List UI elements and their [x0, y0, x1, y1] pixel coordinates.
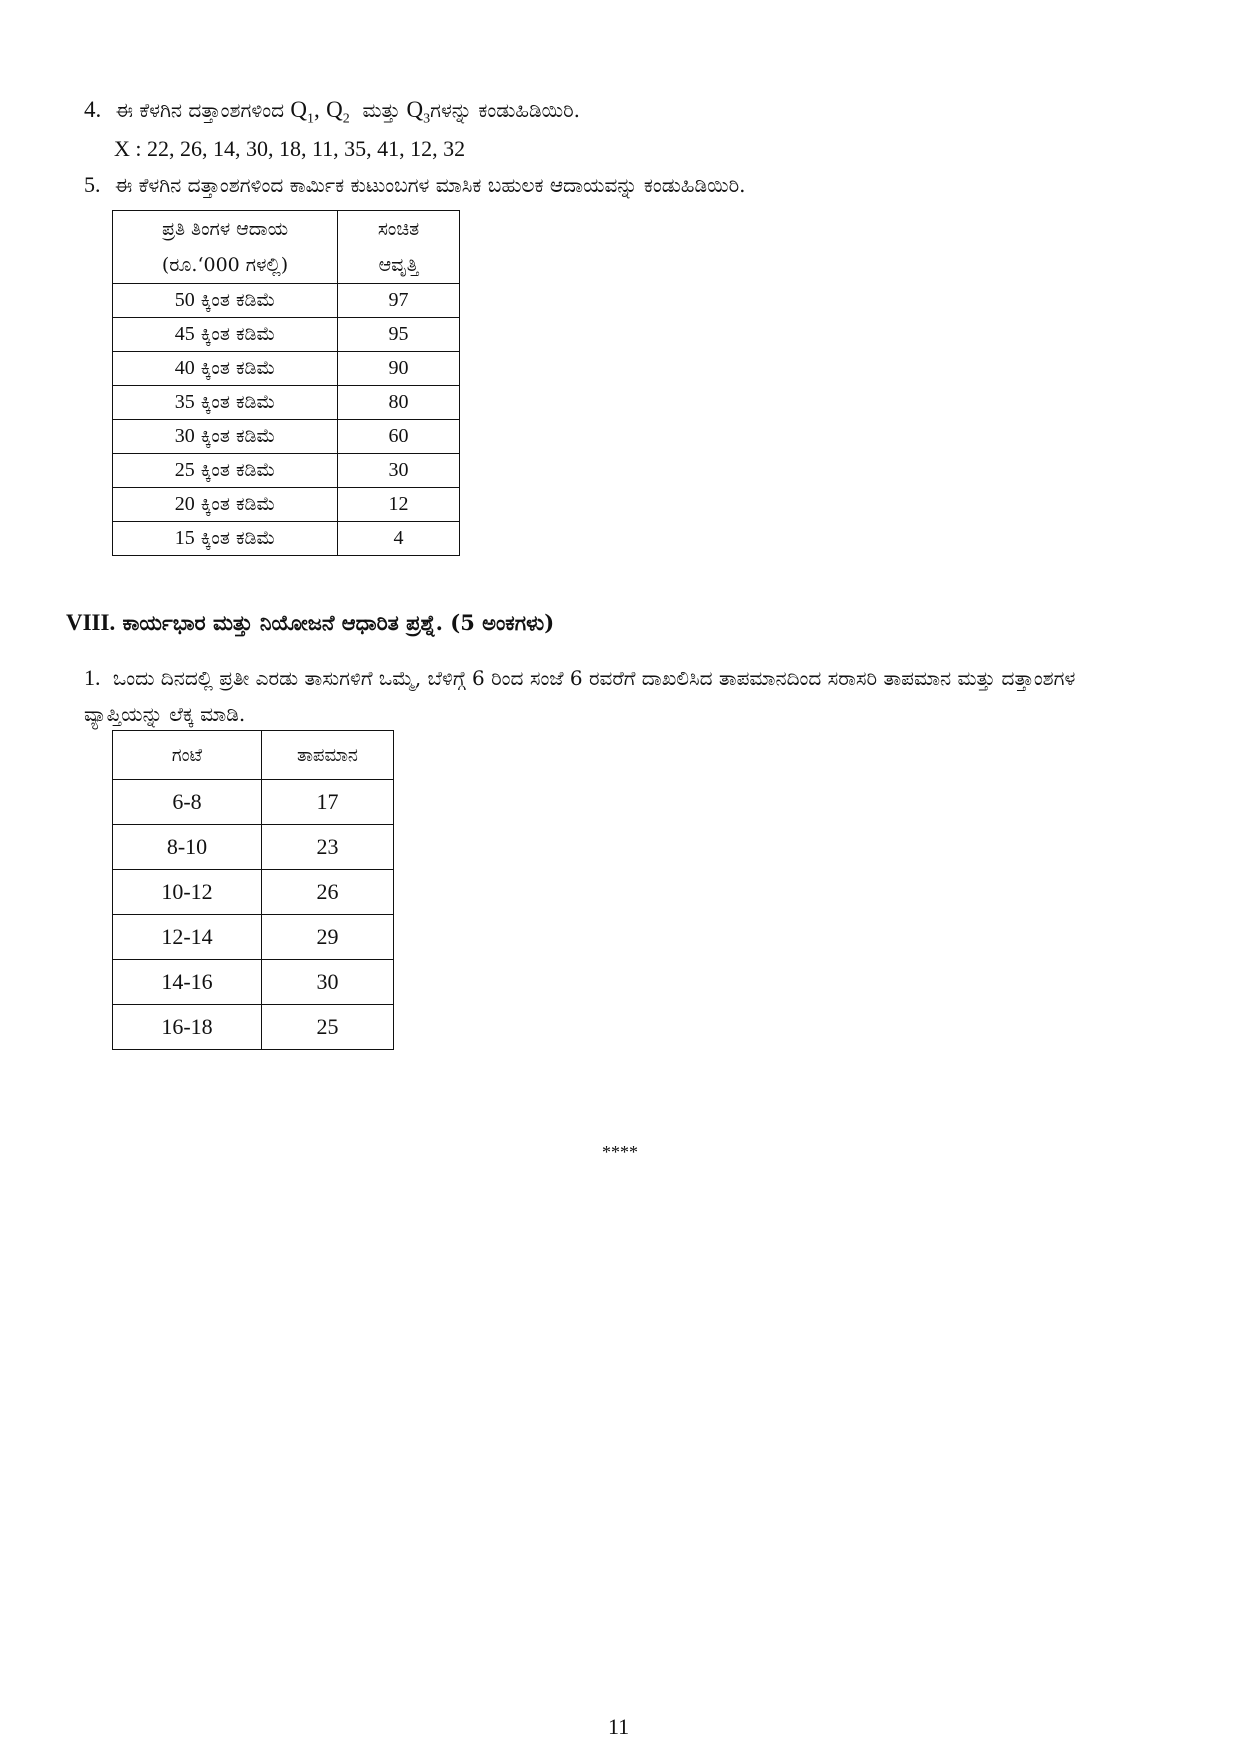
frequency-cell: 80	[338, 386, 460, 420]
income-cell: 45 ಕ್ಕಿಂತ ಕಡಿಮೆ	[113, 318, 338, 352]
question-number: 4.	[84, 97, 102, 122]
table-header: ಆವೃತ್ತಿ	[338, 247, 460, 284]
income-cell: 40 ಕ್ಕಿಂತ ಕಡಿಮೆ	[113, 352, 338, 386]
table-row	[113, 780, 394, 825]
end-mark: ****	[602, 1142, 638, 1162]
income-cell: 20 ಕ್ಕಿಂತ ಕಡಿಮೆ	[113, 488, 338, 522]
income-cell: 50 ಕ್ಕಿಂತ ಕಡಿಮೆ	[113, 284, 338, 318]
question-text-end: ಗಳನ್ನು ಕಂಡುಹಿಡಿಯಿರಿ.	[430, 98, 581, 122]
frequency-cell: 60	[338, 420, 460, 454]
income-cell: 25 ಕ್ಕಿಂತ ಕಡಿಮೆ	[113, 454, 338, 488]
frequency-cell: 90	[338, 352, 460, 386]
question-text: ಈ ಕೆಳಗಿನ ದತ್ತಾಂಶಗಳಿಂದ ಕಾರ್ಮಿಕ ಕುಟುಂಬಗಳ ಮಾಸಿಕ ಬಹುಲಕ ಆದಾಯವನ್ನು ಕಂಡುಹಿಡಿಯಿರಿ.	[114, 173, 746, 197]
q1-symbol: $Q_1$	[290, 97, 314, 127]
temperature-cell: 25	[262, 1005, 394, 1050]
question-4: 4. ಈ ಕೆಳಗಿನ ದತ್ತಾಂಶಗಳಿಂದ $Q_1$, $Q_2$ ಮತ್ತು $Q_3ಗಳನ್ನು$ ಕಂಡುಹಿಡಿಯಿರಿ.	[84, 97, 581, 127]
table-row	[113, 825, 394, 870]
section-marks: (5 ಅಂಕಗಳು)	[450, 610, 555, 635]
table-row	[113, 420, 460, 454]
section-8-question-1	[84, 660, 1124, 732]
frequency-cell: 97	[338, 284, 460, 318]
temperature-table	[112, 730, 394, 1050]
question-number: 5.	[84, 172, 101, 197]
hour-cell: 6-8	[113, 780, 262, 825]
table-row	[113, 1005, 394, 1050]
table-row	[113, 960, 394, 1005]
income-cell: 30 ಕ್ಕಿಂತ ಕಡಿಮೆ	[113, 420, 338, 454]
question-number: 1.	[84, 665, 101, 690]
frequency-cell: 30	[338, 454, 460, 488]
frequency-cell: 95	[338, 318, 460, 352]
page-number: 11	[608, 1714, 630, 1739]
hour-cell: 16-18	[113, 1005, 262, 1050]
table-row	[113, 454, 460, 488]
income-cell: 35 ಕ್ಕಿಂತ ಕಡಿಮೆ	[113, 386, 338, 420]
temperature-cell: 30	[262, 960, 394, 1005]
table-header: ಗಂಟೆ	[113, 731, 262, 780]
and-text: ಮತ್ತು	[362, 98, 401, 122]
table-row	[113, 915, 394, 960]
income-frequency-table	[112, 210, 460, 556]
q2-symbol: $Q_2$	[326, 97, 350, 127]
question-5	[84, 172, 746, 198]
question-4-data: X : 22, 26, 14, 30, 18, 11, 35, 41, 12, 32	[114, 136, 466, 161]
table-header: (ರೂ.‘000 ಗಳಲ್ಲಿ)	[113, 247, 338, 284]
table-row	[113, 318, 460, 352]
table-row	[113, 284, 460, 318]
temperature-cell: 17	[262, 780, 394, 825]
table-row	[113, 522, 460, 556]
section-number: VIII.	[66, 610, 116, 635]
table-row	[113, 870, 394, 915]
hour-cell: 10-12	[113, 870, 262, 915]
temperature-cell: 23	[262, 825, 394, 870]
hour-cell: 14-16	[113, 960, 262, 1005]
table-header: ಪ್ರತಿ ತಿಂಗಳ ಆದಾಯ	[113, 211, 338, 248]
table-row	[113, 352, 460, 386]
frequency-cell: 4	[338, 522, 460, 556]
section-heading	[66, 610, 554, 636]
section-title: ಕಾರ್ಯಭಾರ ಮತ್ತು ನಿಯೋಜನೆ ಆಧಾರಿತ ಪ್ರಶ್ನೆ.	[122, 610, 443, 635]
question-text: ಒಂದು ದಿನದಲ್ಲಿ ಪ್ರತೀ ಎರಡು ತಾಸುಗಳಿಗೆ ಒಮ್ಮೆ, ಬೆಳಿಗ್ಗೆ 6 ರಿಂದ ಸಂಜೆ 6 ರವರೆಗೆ ದಾಖಲಿಸಿದ ತಾಪಮಾನದಿಂದ ಸರಾಸರಿ ತಾಪಮಾನ ಮತ್ತು ದತ್ತಾಂಶಗಳ ವ್ಯಾಪ್ತಿಯನ್ನು ಲೆಕ್ಕ ಮಾಡಿ.	[84, 666, 1076, 726]
q3-symbol: $Q_3$	[406, 97, 431, 127]
hour-cell: 12-14	[113, 915, 262, 960]
temperature-cell: 26	[262, 870, 394, 915]
temperature-cell: 29	[262, 915, 394, 960]
table-header: ಸಂಚಿತ	[338, 211, 460, 248]
income-cell: 15 ಕ್ಕಿಂತ ಕಡಿಮೆ	[113, 522, 338, 556]
question-text: ಈ ಕೆಳಗಿನ ದತ್ತಾಂಶಗಳಿಂದ	[115, 98, 285, 122]
table-row	[113, 386, 460, 420]
hour-cell: 8-10	[113, 825, 262, 870]
table-row	[113, 488, 460, 522]
table-header: ತಾಪಮಾನ	[262, 731, 394, 780]
frequency-cell: 12	[338, 488, 460, 522]
